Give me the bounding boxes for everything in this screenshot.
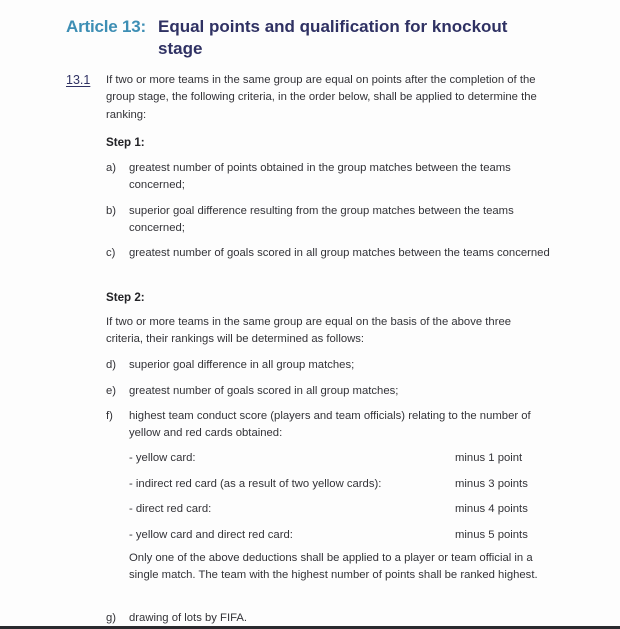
- deduction-row: [129, 476, 549, 501]
- criterion-label: g): [106, 612, 117, 624]
- step-1-label: Step 1:: [106, 136, 145, 149]
- deduction-note: Only one of the above deductions shall be applied to a player or team official in a single match. The team with the highest number of points shall be ranked highest.: [129, 552, 538, 582]
- criterion-label: a): [106, 162, 117, 174]
- criterion-a: [106, 160, 550, 195]
- criterion-text: greatest number of points obtained in the group matches between the teams concerned;: [129, 162, 511, 192]
- criterion-text: greatest number of goals scored in all group matches;: [129, 385, 399, 397]
- criterion-text: greatest number of goals scored in all group matches between the teams concerned: [129, 247, 550, 259]
- criterion-b: [106, 203, 550, 238]
- card-type: - indirect red card (as a result of two yellow cards):: [129, 478, 382, 490]
- deduction-row: [129, 450, 549, 476]
- criterion-label: d): [106, 359, 117, 371]
- deduction-points: minus 4 points: [455, 503, 528, 515]
- deduction-points: minus 5 points: [455, 529, 528, 541]
- criterion-text: superior goal difference in all group matches;: [129, 359, 355, 371]
- card-type: - yellow card and direct red card:: [129, 529, 293, 541]
- card-type: - direct red card:: [129, 503, 212, 515]
- article-title: Equal points and qualification for knockout stage: [158, 17, 508, 58]
- criterion-text: highest team conduct score (players and team officials) relating to the number of yellow and red cards obtained:: [129, 410, 531, 440]
- article-header: [66, 16, 538, 60]
- criterion-label: f): [106, 410, 113, 422]
- criterion-label: c): [106, 247, 116, 259]
- criterion-e: [106, 383, 550, 400]
- criterion-c: [106, 245, 550, 262]
- step-2-label: Step 2:: [106, 291, 145, 304]
- deduction-points: minus 3 points: [455, 478, 528, 490]
- clause-number-link[interactable]: 13.1: [66, 73, 91, 87]
- deductions-table: [129, 450, 549, 552]
- card-type: - yellow card:: [129, 452, 196, 464]
- criterion-text: superior goal difference resulting from the group matches between the teams concerned;: [129, 205, 514, 235]
- criterion-text: drawing of lots by FIFA.: [129, 612, 248, 624]
- deduction-row: [129, 501, 549, 527]
- deduction-points: minus 1 point: [455, 452, 523, 464]
- criterion-f: [106, 408, 550, 443]
- criterion-g: [106, 610, 550, 627]
- deduction-row: [129, 527, 549, 552]
- step-2-intro: If two or more teams in the same group are equal on the basis of the above three criteria, their rankings will be determined as follows:: [106, 316, 512, 346]
- criterion-d: [106, 357, 550, 374]
- criterion-label: e): [106, 385, 117, 397]
- clause-intro: If two or more teams in the same group are equal on points after the completion of the group stage, the following criteria, in the order below, shall be applied to determine the ranking:: [106, 74, 537, 121]
- criterion-label: b): [106, 205, 117, 217]
- article-number: Article 13:: [66, 17, 147, 36]
